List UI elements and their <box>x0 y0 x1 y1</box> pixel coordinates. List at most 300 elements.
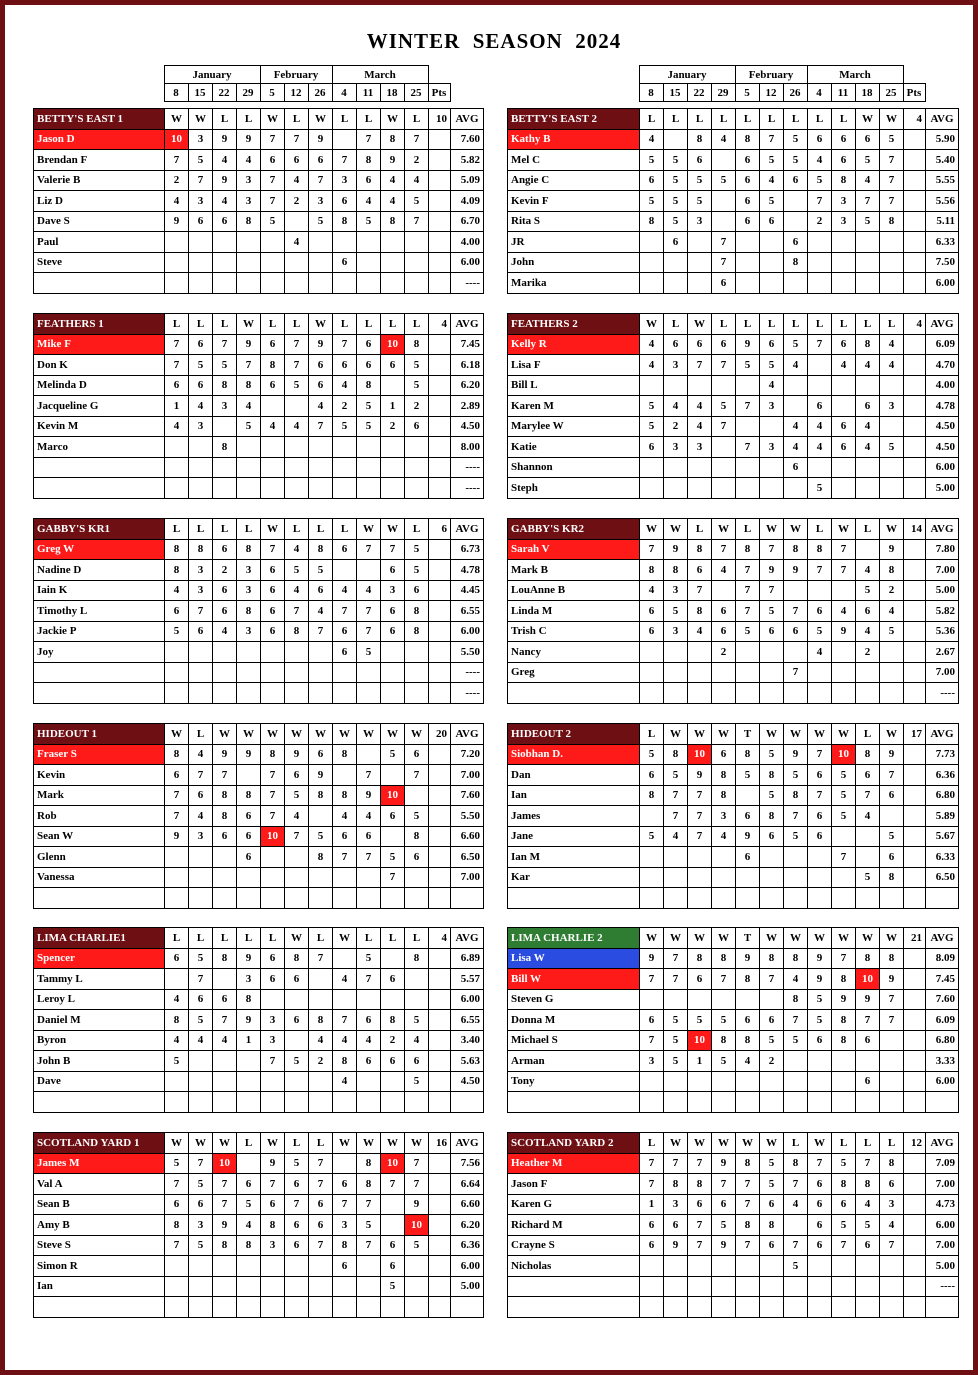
player-name: Steve <box>34 252 165 273</box>
pts-cell <box>904 642 926 663</box>
score-cell <box>285 1297 309 1318</box>
player-name: Kevin F <box>508 191 640 212</box>
score-cell <box>213 642 237 663</box>
score-cell <box>784 580 808 601</box>
player-name: Dave S <box>34 211 165 232</box>
player-avg: 7.60 <box>451 785 484 806</box>
score-cell: 5 <box>760 1030 784 1051</box>
score-cell <box>237 252 261 273</box>
score-cell <box>688 847 712 868</box>
score-cell: 5 <box>640 191 664 212</box>
score-cell: 5 <box>856 150 880 171</box>
score-cell: 4 <box>165 416 189 437</box>
score-cell <box>880 232 904 253</box>
score-cell: 9 <box>664 539 688 560</box>
score-cell: 6 <box>357 170 381 191</box>
pts-cell <box>429 232 451 253</box>
player-row <box>34 334 484 355</box>
score-cell: 7 <box>688 806 712 827</box>
date-label: 5 <box>735 84 759 102</box>
team-name: GABBY'S KR2 <box>508 519 640 540</box>
player-row <box>34 1256 484 1277</box>
team-points: 4 <box>904 314 926 335</box>
score-cell <box>333 989 357 1010</box>
score-cell: 7 <box>736 1235 760 1256</box>
score-cell <box>381 683 405 704</box>
player-name <box>34 478 165 499</box>
avg-label: AVG <box>451 724 484 745</box>
score-cell: 10 <box>856 969 880 990</box>
player-name <box>34 662 165 683</box>
score-cell: 5 <box>880 129 904 150</box>
score-cell: 4 <box>856 170 880 191</box>
player-avg: 5.82 <box>451 150 484 171</box>
score-cell: 9 <box>784 560 808 581</box>
score-cell: 7 <box>832 1235 856 1256</box>
player-name: Jason F <box>508 1174 640 1195</box>
score-cell <box>808 457 832 478</box>
score-cell: 4 <box>688 621 712 642</box>
team-points: 21 <box>904 928 926 949</box>
score-cell <box>832 375 856 396</box>
score-cell: 8 <box>832 170 856 191</box>
score-cell: 9 <box>784 744 808 765</box>
team-table <box>33 723 484 909</box>
score-cell: 5 <box>381 847 405 868</box>
date-label: 22 <box>687 84 711 102</box>
result-cell: W <box>712 928 736 949</box>
score-cell: 6 <box>381 621 405 642</box>
score-cell <box>213 273 237 294</box>
result-cell: W <box>880 928 904 949</box>
pts-cell <box>904 989 926 1010</box>
player-avg: 6.70 <box>451 211 484 232</box>
score-cell: 6 <box>237 847 261 868</box>
score-cell: 5 <box>712 1215 736 1236</box>
avg-label: AVG <box>926 1133 959 1154</box>
score-cell: 5 <box>784 1030 808 1051</box>
score-cell: 8 <box>784 539 808 560</box>
result-cell: L <box>213 109 237 130</box>
result-cell: W <box>712 1133 736 1154</box>
score-cell: 4 <box>856 355 880 376</box>
score-cell: 5 <box>880 621 904 642</box>
score-cell <box>309 1256 333 1277</box>
pts-cell <box>429 457 451 478</box>
score-cell <box>784 1092 808 1113</box>
score-cell <box>760 457 784 478</box>
player-name: Nicholas <box>508 1256 640 1277</box>
score-cell <box>832 888 856 909</box>
player-row <box>34 396 484 417</box>
player-row <box>34 785 484 806</box>
result-cell: W <box>784 519 808 540</box>
score-cell <box>712 847 736 868</box>
score-cell: 7 <box>688 826 712 847</box>
result-cell: L <box>688 109 712 130</box>
score-cell: 5 <box>189 1174 213 1195</box>
result-cell: W <box>405 724 429 745</box>
player-row <box>34 826 484 847</box>
score-cell: 6 <box>261 580 285 601</box>
result-cell: L <box>808 109 832 130</box>
score-cell: 3 <box>261 1235 285 1256</box>
score-cell <box>165 478 189 499</box>
score-cell: 1 <box>165 396 189 417</box>
avg-label: AVG <box>451 1133 484 1154</box>
score-cell: 6 <box>688 334 712 355</box>
score-cell <box>309 273 333 294</box>
score-cell: 4 <box>688 396 712 417</box>
score-cell: 8 <box>237 785 261 806</box>
score-cell: 4 <box>808 437 832 458</box>
player-name <box>508 1092 640 1113</box>
score-cell <box>381 375 405 396</box>
score-cell <box>712 437 736 458</box>
player-avg: 6.60 <box>451 1194 484 1215</box>
player-name <box>508 888 640 909</box>
score-cell: 5 <box>808 989 832 1010</box>
score-cell <box>213 1092 237 1113</box>
score-cell <box>736 457 760 478</box>
score-cell <box>688 867 712 888</box>
score-cell: 4 <box>237 396 261 417</box>
score-cell <box>237 1071 261 1092</box>
score-cell: 6 <box>213 539 237 560</box>
score-cell <box>880 1297 904 1318</box>
result-cell: W <box>760 928 784 949</box>
score-cell: 5 <box>784 826 808 847</box>
player-avg: 6.64 <box>451 1174 484 1195</box>
score-cell <box>880 888 904 909</box>
score-cell: 7 <box>736 437 760 458</box>
score-cell: 6 <box>309 150 333 171</box>
result-cell: W <box>664 724 688 745</box>
player-row <box>508 662 959 683</box>
player-row <box>508 744 959 765</box>
score-cell <box>640 478 664 499</box>
score-cell <box>213 457 237 478</box>
score-cell <box>381 948 405 969</box>
score-cell: 6 <box>333 621 357 642</box>
score-cell <box>832 642 856 663</box>
score-cell <box>664 642 688 663</box>
score-cell <box>189 457 213 478</box>
result-cell: L <box>405 109 429 130</box>
score-cell: 2 <box>165 170 189 191</box>
score-cell <box>357 252 381 273</box>
player-name: Jacqueline G <box>34 396 165 417</box>
score-cell <box>808 580 832 601</box>
score-cell: 9 <box>880 539 904 560</box>
score-cell: 5 <box>405 560 429 581</box>
score-cell: 6 <box>736 191 760 212</box>
score-cell: 7 <box>712 416 736 437</box>
score-cell: 3 <box>261 1030 285 1051</box>
score-cell: 5 <box>405 806 429 827</box>
score-cell: 6 <box>261 948 285 969</box>
score-cell <box>664 888 688 909</box>
score-cell: 7 <box>808 191 832 212</box>
score-cell: 8 <box>808 539 832 560</box>
score-cell: 8 <box>856 1174 880 1195</box>
score-cell: 7 <box>285 826 309 847</box>
result-cell: L <box>736 109 760 130</box>
result-cell: L <box>309 928 333 949</box>
score-cell: 8 <box>309 847 333 868</box>
score-cell: 9 <box>856 989 880 1010</box>
score-cell <box>309 662 333 683</box>
score-cell: 4 <box>664 396 688 417</box>
score-cell: 5 <box>261 211 285 232</box>
score-cell <box>640 1092 664 1113</box>
score-cell: 7 <box>333 847 357 868</box>
score-cell: 6 <box>405 1051 429 1072</box>
score-cell: 2 <box>213 560 237 581</box>
score-cell <box>736 683 760 704</box>
score-cell: 6 <box>808 601 832 622</box>
player-row <box>34 252 484 273</box>
score-cell: 6 <box>808 1215 832 1236</box>
score-cell: 4 <box>333 969 357 990</box>
score-cell <box>688 662 712 683</box>
player-avg: 5.36 <box>926 621 959 642</box>
score-cell: 10 <box>381 1153 405 1174</box>
score-cell: 5 <box>664 191 688 212</box>
score-cell: 5 <box>640 150 664 171</box>
score-cell <box>688 457 712 478</box>
pts-cell <box>429 888 451 909</box>
score-cell <box>237 1051 261 1072</box>
score-cell <box>309 969 333 990</box>
player-name: Bill W <box>508 969 640 990</box>
score-cell <box>856 662 880 683</box>
score-cell <box>760 642 784 663</box>
score-cell <box>261 1297 285 1318</box>
score-cell: 4 <box>261 416 285 437</box>
score-cell <box>285 867 309 888</box>
pts-cell <box>429 273 451 294</box>
score-cell: 7 <box>808 334 832 355</box>
score-cell: 6 <box>309 375 333 396</box>
player-name: Sean B <box>34 1194 165 1215</box>
result-cell: L <box>640 724 664 745</box>
player-name: Kevin M <box>34 416 165 437</box>
player-name: Valerie B <box>34 170 165 191</box>
pts-cell <box>904 785 926 806</box>
score-cell: 8 <box>309 785 333 806</box>
score-cell <box>285 396 309 417</box>
score-cell <box>736 1276 760 1297</box>
player-row <box>34 642 484 663</box>
player-name: Iain K <box>34 580 165 601</box>
score-cell <box>640 888 664 909</box>
player-name: Karen G <box>508 1194 640 1215</box>
score-cell: 7 <box>688 355 712 376</box>
score-cell: 5 <box>760 1153 784 1174</box>
score-cell <box>760 888 784 909</box>
player-row <box>34 847 484 868</box>
score-cell: 6 <box>688 150 712 171</box>
score-cell: 3 <box>189 1215 213 1236</box>
score-cell: 4 <box>664 826 688 847</box>
player-row <box>508 1030 959 1051</box>
score-cell: 6 <box>189 989 213 1010</box>
score-cell <box>832 826 856 847</box>
score-cell: 4 <box>405 170 429 191</box>
player-row <box>508 129 959 150</box>
pts-cell <box>904 765 926 786</box>
score-cell: 5 <box>189 1010 213 1031</box>
result-cell: L <box>405 928 429 949</box>
player-avg: 5.00 <box>926 478 959 499</box>
score-cell: 3 <box>237 969 261 990</box>
score-cell <box>309 437 333 458</box>
pts-label: Pts <box>903 84 925 102</box>
pts-cell <box>429 1010 451 1031</box>
player-avg: 6.80 <box>926 1030 959 1051</box>
player-row <box>508 437 959 458</box>
player-avg: 5.63 <box>451 1051 484 1072</box>
score-cell <box>189 478 213 499</box>
score-cell: 8 <box>165 1215 189 1236</box>
player-name: Dave <box>34 1071 165 1092</box>
team-table <box>507 723 959 909</box>
score-cell: 9 <box>237 334 261 355</box>
score-cell: 6 <box>333 252 357 273</box>
score-cell: 7 <box>405 1153 429 1174</box>
score-cell <box>808 1092 832 1113</box>
score-cell: 2 <box>309 1051 333 1072</box>
player-row <box>34 478 484 499</box>
score-cell: 2 <box>880 580 904 601</box>
score-cell: 3 <box>760 437 784 458</box>
date-label: 11 <box>356 84 380 102</box>
score-cell <box>880 1256 904 1277</box>
score-cell: 3 <box>309 191 333 212</box>
score-cell: 9 <box>832 989 856 1010</box>
score-cell <box>381 662 405 683</box>
score-cell: 7 <box>189 601 213 622</box>
score-cell <box>381 232 405 253</box>
score-cell: 7 <box>261 539 285 560</box>
score-cell: 5 <box>189 355 213 376</box>
pts-cell <box>429 150 451 171</box>
score-cell: 8 <box>165 539 189 560</box>
score-cell: 7 <box>760 539 784 560</box>
player-row <box>34 191 484 212</box>
score-cell: 8 <box>712 765 736 786</box>
score-cell: 5 <box>640 396 664 417</box>
result-cell: W <box>808 1133 832 1154</box>
result-cell: W <box>808 724 832 745</box>
player-row <box>34 806 484 827</box>
pts-cell <box>429 560 451 581</box>
score-cell <box>333 662 357 683</box>
date-label: 12 <box>759 84 783 102</box>
player-avg: 6.20 <box>451 375 484 396</box>
score-cell: 5 <box>856 211 880 232</box>
player-name: Daniel M <box>34 1010 165 1031</box>
score-cell <box>664 1256 688 1277</box>
score-cell: 6 <box>736 847 760 868</box>
score-cell <box>664 847 688 868</box>
score-cell: 4 <box>784 437 808 458</box>
score-cell <box>309 1071 333 1092</box>
score-cell <box>357 1276 381 1297</box>
player-row <box>508 560 959 581</box>
score-cell: 6 <box>405 847 429 868</box>
score-cell: 6 <box>213 826 237 847</box>
pts-cell <box>429 601 451 622</box>
result-cell: W <box>165 724 189 745</box>
score-cell: 7 <box>808 744 832 765</box>
score-cell: 8 <box>784 252 808 273</box>
score-cell: 4 <box>189 806 213 827</box>
score-cell <box>640 683 664 704</box>
score-cell: 9 <box>760 560 784 581</box>
score-cell <box>880 478 904 499</box>
score-cell <box>784 375 808 396</box>
score-cell: 6 <box>309 1194 333 1215</box>
score-cell: 7 <box>880 191 904 212</box>
score-cell <box>285 1030 309 1051</box>
pts-cell <box>904 150 926 171</box>
score-cell <box>405 642 429 663</box>
score-cell <box>640 1256 664 1277</box>
player-name: Greg W <box>34 539 165 560</box>
score-cell <box>736 785 760 806</box>
pts-cell <box>429 1030 451 1051</box>
player-row <box>508 334 959 355</box>
score-cell: 6 <box>664 334 688 355</box>
score-cell: 7 <box>309 1235 333 1256</box>
score-cell <box>808 273 832 294</box>
score-cell <box>784 847 808 868</box>
score-cell: 7 <box>381 539 405 560</box>
score-cell <box>213 1051 237 1072</box>
score-cell <box>736 662 760 683</box>
result-cell: L <box>784 314 808 335</box>
player-row <box>508 601 959 622</box>
score-cell: 6 <box>736 1010 760 1031</box>
score-cell <box>237 1276 261 1297</box>
score-cell: 6 <box>405 744 429 765</box>
player-avg: 6.00 <box>926 1071 959 1092</box>
score-cell <box>760 683 784 704</box>
score-cell: 3 <box>189 826 213 847</box>
player-name: James M <box>34 1153 165 1174</box>
player-avg: 7.09 <box>926 1153 959 1174</box>
score-cell: 4 <box>832 355 856 376</box>
score-cell: 7 <box>333 150 357 171</box>
score-cell <box>285 1276 309 1297</box>
score-cell: 3 <box>688 437 712 458</box>
pts-cell <box>429 948 451 969</box>
score-cell: 6 <box>189 621 213 642</box>
score-cell: 9 <box>261 1153 285 1174</box>
score-cell: 6 <box>664 1215 688 1236</box>
score-cell <box>165 888 189 909</box>
player-avg: 8.09 <box>926 948 959 969</box>
pts-cell <box>429 1051 451 1072</box>
score-cell <box>640 457 664 478</box>
player-avg: 6.09 <box>926 334 959 355</box>
score-cell <box>213 252 237 273</box>
score-cell: 6 <box>856 1030 880 1051</box>
result-cell: L <box>213 928 237 949</box>
date-label: 15 <box>188 84 212 102</box>
